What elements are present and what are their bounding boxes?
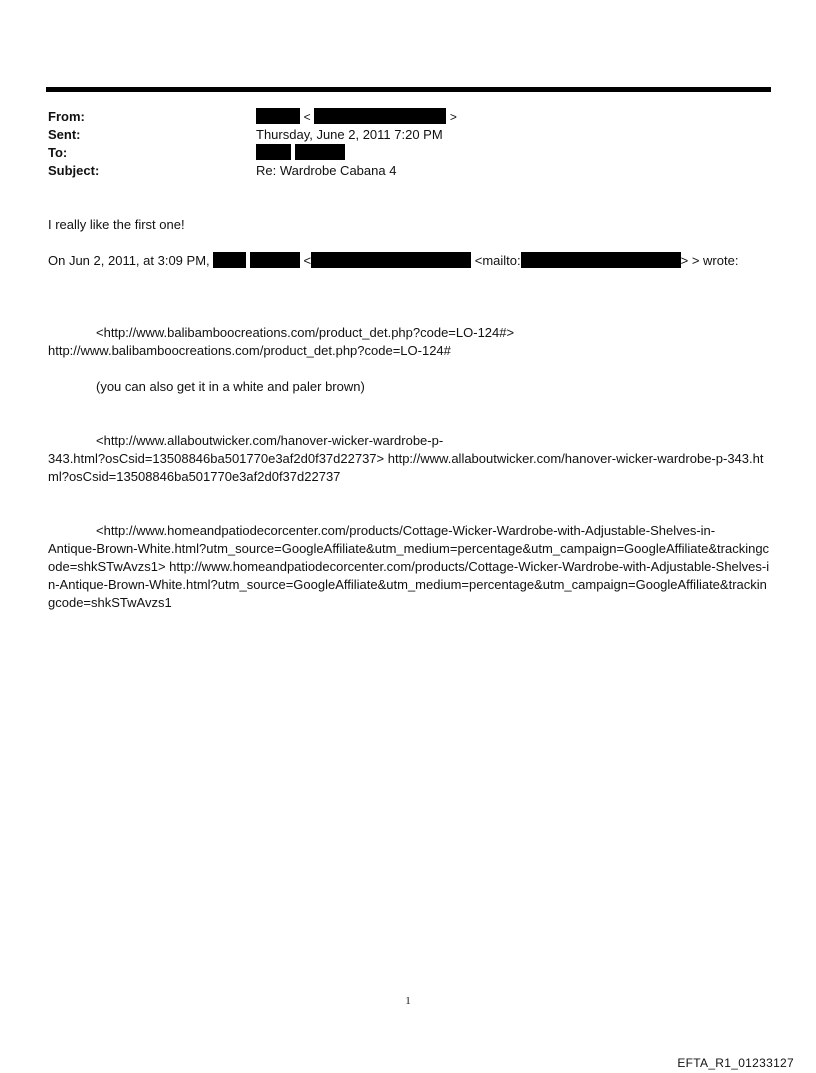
quote-lt: < — [303, 253, 312, 268]
to-label: To: — [48, 145, 68, 160]
quote-mailto: <mailto: — [474, 253, 521, 268]
sent-value: Thursday, June 2, 2011 7:20 PM — [256, 127, 443, 142]
redaction-block — [250, 252, 300, 268]
link-block-3 — [48, 522, 773, 612]
quote-prefix: On Jun 2, 2011, at 3:09 PM, — [48, 253, 210, 268]
link-block-1 — [48, 324, 773, 360]
from-label: From: — [48, 109, 85, 124]
link-1-plain[interactable]: http://www.balibamboocreations.com/product_det.php?code=LO-124# — [48, 343, 451, 358]
document-id: EFTA_R1_01233127 — [677, 1056, 794, 1070]
redaction-block — [213, 252, 246, 268]
link-block-2 — [48, 432, 773, 486]
redaction-block — [256, 108, 300, 124]
redaction-block — [256, 144, 291, 160]
sent-label: Sent: — [48, 127, 81, 142]
header-divider — [46, 87, 771, 92]
from-lt: < — [303, 110, 311, 124]
to-value — [256, 144, 345, 162]
from-row — [48, 108, 768, 126]
email-header — [48, 108, 768, 180]
reply-text: I really like the first one! — [48, 217, 185, 232]
link-2-first-line[interactable]: <http://www.allaboutwicker.com/hanover-wicker-wardrobe-p- — [96, 433, 444, 448]
redaction-block — [311, 252, 471, 268]
subject-value: Re: Wardrobe Cabana 4 — [256, 163, 397, 178]
link-2-rest[interactable]: 343.html?osCsid=13508846ba501770e3af2d0f37d22737> http://www.allaboutwicker.com/hanover-wicker-wardrobe-p-343.html?osCsid=13508846ba501770e3af2d0f37d22737 — [48, 451, 764, 484]
link-3-rest[interactable]: Antique-Brown-White.html?utm_source=GoogleAffiliate&utm_medium=percentage&utm_campaign=GoogleAffiliate&trackingcode=shkSTwAvzs1> http://www.homeandpatiodecorcenter.com/products/Cottage-Wicker-Wardrobe-with-Adjustable-Shelves-in-Antique-Brown-White.html?utm_source=GoogleAffiliate&utm_medium=percentage&utm_campaign=GoogleAffiliate&trackingcode=shkSTwAvzs1 — [48, 541, 770, 610]
page-number: 1 — [405, 995, 411, 1007]
from-value — [256, 108, 457, 126]
from-gt: > — [449, 110, 457, 124]
subject-label: Subject: — [48, 163, 100, 178]
quote-attribution — [48, 252, 738, 270]
link-1-note: (you can also get it in a white and paler brown) — [96, 379, 365, 394]
redaction-block — [521, 252, 681, 268]
sent-row — [48, 126, 768, 144]
link-1-bracketed[interactable]: <http://www.balibamboocreations.com/product_det.php?code=LO-124#> — [96, 325, 515, 340]
redaction-block — [314, 108, 446, 124]
redaction-block — [295, 144, 345, 160]
quote-suffix: > > wrote: — [680, 253, 739, 268]
to-row — [48, 144, 768, 162]
subject-row — [48, 162, 768, 180]
link-3-first-line[interactable]: <http://www.homeandpatiodecorcenter.com/products/Cottage-Wicker-Wardrobe-with-Adjustable-Shelves-in- — [96, 523, 716, 538]
